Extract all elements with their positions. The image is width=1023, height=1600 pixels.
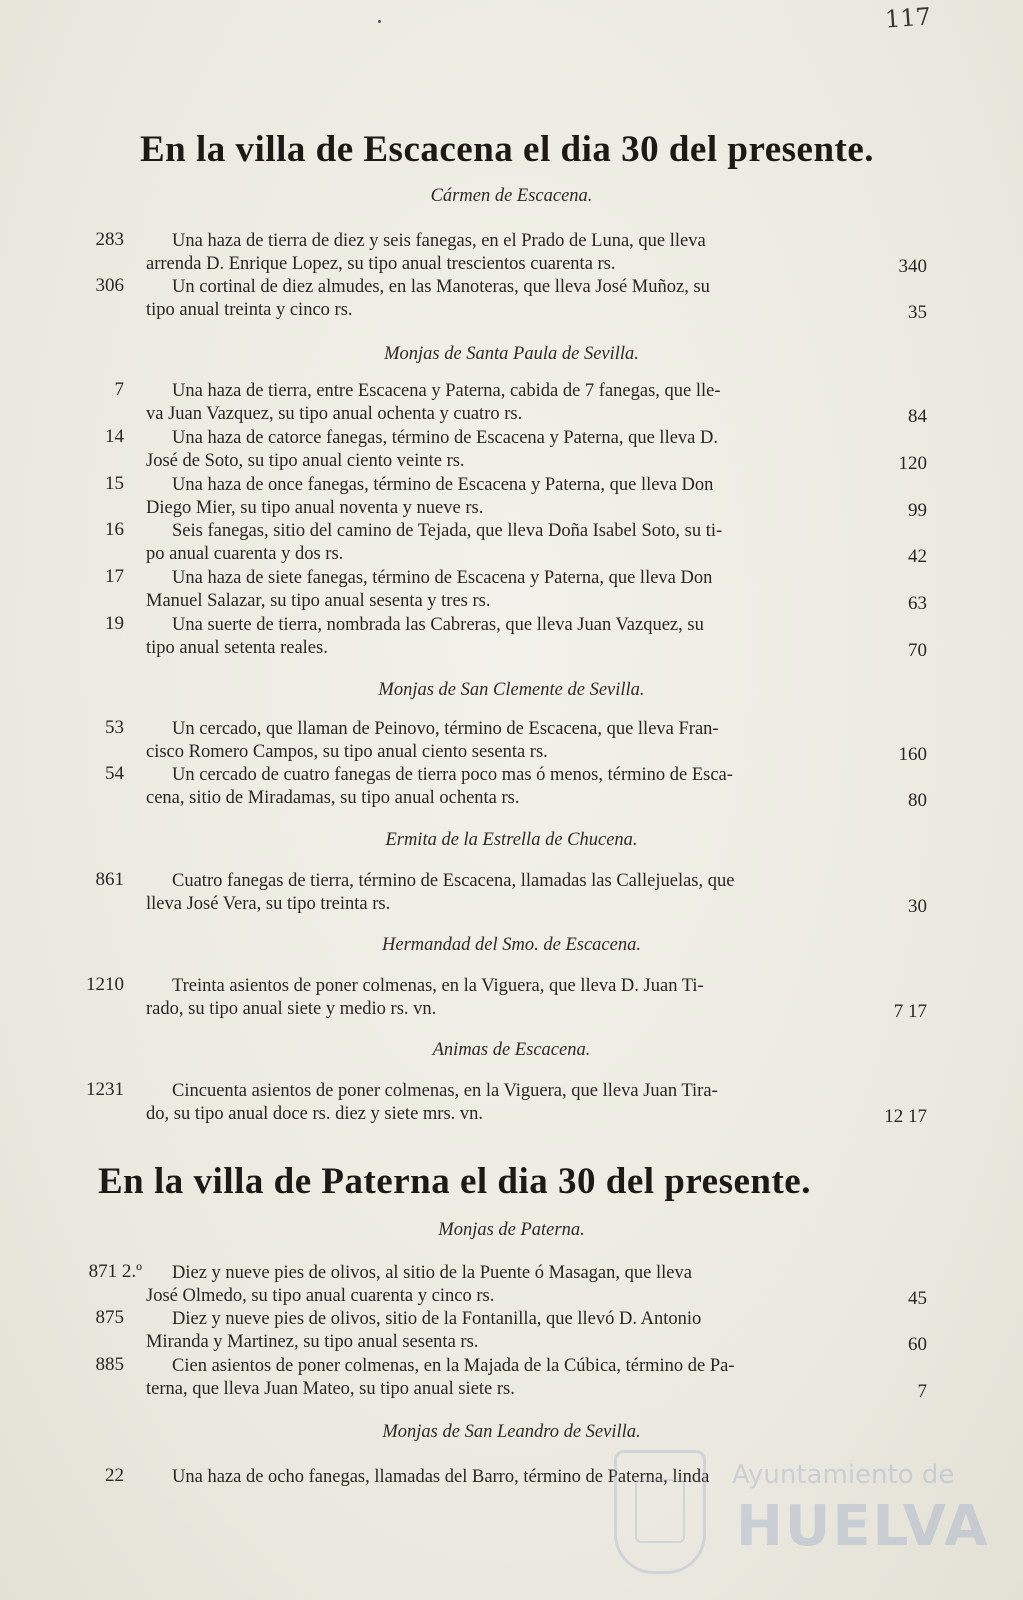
entry-number: 19 <box>105 613 124 634</box>
section-title: Animas de Escacena. <box>432 1040 591 1060</box>
list-item <box>0 230 1023 276</box>
entry-text-line1: Diez y nueve pies de olivos, al sitio de la Puente ó Masagan, que lleva <box>172 1263 692 1283</box>
entry-number: 14 <box>105 426 124 447</box>
entry-amount: 340 <box>898 256 927 277</box>
entry-number: 283 <box>95 229 124 250</box>
entry-text-line2: José Olmedo, su tipo anual cuarenta y cinco rs. <box>146 1286 495 1306</box>
list-item <box>0 718 1023 764</box>
entry-text-line1: Diez y nueve pies de olivos, sitio de la Fontanilla, que llevó D. Antonio <box>172 1309 702 1329</box>
list-item <box>0 380 1023 426</box>
list-item <box>0 567 1023 613</box>
entry-text-line1: Una suerte de tierra, nombrada las Cabreras, que lleva Juan Vazquez, su <box>172 615 704 635</box>
entry-text-line1: Una haza de ocho fanegas, llamadas del Barro, término de Paterna, linda <box>172 1467 710 1487</box>
entry-text-line1: Cincuenta asientos de poner colmenas, en la Viguera, que lleva Juan Tira- <box>172 1081 718 1101</box>
watermark-line1: Ayuntamiento de <box>732 1460 955 1490</box>
entry-number: 15 <box>105 473 124 494</box>
entry-amount: 35 <box>908 302 927 323</box>
entry-text-line2: Diego Mier, su tipo anual noventa y nueve rs. <box>146 498 484 518</box>
list-item <box>0 764 1023 810</box>
entry-text-line2: rado, su tipo anual siete y medio rs. vn. <box>146 999 437 1019</box>
entry-number: 7 <box>114 379 124 400</box>
entry-text-line1: Un cercado de cuatro fanegas de tierra poco mas ó menos, término de Esca- <box>172 765 733 785</box>
entry-text-line1: Cuatro fanegas de tierra, término de Escacena, llamadas las Callejuelas, que <box>172 871 735 891</box>
list-item <box>0 870 1023 916</box>
entry-amount: 63 <box>908 593 927 614</box>
watermark-line2: HUELVA <box>736 1494 990 1559</box>
entry-amount: 7 <box>917 1381 927 1402</box>
entry-number: 16 <box>105 519 124 540</box>
list-item <box>0 1080 1023 1126</box>
entry-text-line2: Manuel Salazar, su tipo anual sesenta y tres rs. <box>146 591 491 611</box>
entry-amount: 80 <box>908 790 927 811</box>
list-item <box>0 975 1023 1021</box>
entry-number: 53 <box>105 717 124 738</box>
entry-text-line1: Una haza de tierra, entre Escacena y Paterna, cabida de 7 fanegas, que lle- <box>172 381 721 401</box>
entry-text-line1: Seis fanegas, sitio del camino de Tejada, que lleva Doña Isabel Soto, su ti- <box>172 521 723 541</box>
list-item <box>0 1262 1023 1308</box>
entry-text-line1: Una haza de catorce fanegas, término de Escacena y Paterna, que lleva D. <box>172 428 718 448</box>
entry-amount: 7 17 <box>893 1001 927 1022</box>
list-item <box>0 1355 1023 1401</box>
entry-number: 861 <box>95 869 124 890</box>
entry-amount: 120 <box>898 453 927 474</box>
entry-amount: 160 <box>898 744 927 765</box>
entry-text-line2: arrenda D. Enrique Lopez, su tipo anual trescientos cuarenta rs. <box>146 254 616 274</box>
entry-number: 875 <box>95 1307 124 1328</box>
entry-text-line1: Una haza de siete fanegas, término de Escacena y Paterna, que lleva Don <box>172 568 713 588</box>
entry-text-line2: cena, sitio de Miradamas, su tipo anual ochenta rs. <box>146 788 520 808</box>
entry-number: 1231 <box>86 1079 124 1100</box>
entry-number: 885 <box>95 1354 124 1375</box>
entry-amount: 12 17 <box>884 1106 927 1127</box>
section-title: Monjas de San Clemente de Sevilla. <box>378 680 645 700</box>
entry-number: 17 <box>105 566 124 587</box>
entry-text-line1: Cien asientos de poner colmenas, en la Majada de la Cúbica, término de Pa- <box>172 1356 735 1376</box>
heading-paterna: En la villa de Paterna el dia 30 del presente. <box>98 1161 811 1202</box>
list-item <box>0 474 1023 520</box>
list-item <box>0 276 1023 322</box>
entry-text-line2: terna, que lleva Juan Mateo, su tipo anual siete rs. <box>146 1379 515 1399</box>
list-item <box>0 520 1023 566</box>
entry-text-line1: Una haza de tierra de diez y seis fanegas, en el Prado de Luna, que lleva <box>172 231 706 251</box>
ink-dot <box>378 20 381 23</box>
entry-number: 54 <box>105 763 124 784</box>
section-title: Cármen de Escacena. <box>430 186 593 206</box>
entry-amount: 45 <box>908 1288 927 1309</box>
heading-escacena: En la villa de Escacena el dia 30 del presente. <box>140 129 875 170</box>
entry-number: 1210 <box>86 974 124 995</box>
entry-text-line2: po anual cuarenta y dos rs. <box>146 544 344 564</box>
section-title: Monjas de San Leandro de Sevilla. <box>382 1422 641 1442</box>
entry-text-line1: Un cercado, que llaman de Peinovo, término de Escacena, que lleva Fran- <box>172 719 719 739</box>
list-item <box>0 1308 1023 1354</box>
section-title: Monjas de Paterna. <box>438 1220 585 1240</box>
entry-text-line2: Miranda y Martinez, su tipo anual sesenta rs. <box>146 1332 479 1352</box>
entry-amount: 70 <box>908 640 927 661</box>
entry-text-line2: cisco Romero Campos, su tipo anual ciento sesenta rs. <box>146 742 548 762</box>
entry-number: 871 2.º <box>88 1261 142 1282</box>
entry-amount: 99 <box>908 500 927 521</box>
folio-number: 117 <box>884 2 932 34</box>
section-title: Hermandad del Smo. de Escacena. <box>382 935 641 955</box>
list-item <box>0 427 1023 473</box>
entry-text-line2: José de Soto, su tipo anual ciento veinte rs. <box>146 451 465 471</box>
entry-text-line1: Un cortinal de diez almudes, en las Manoteras, que lleva José Muñoz, su <box>172 277 710 297</box>
entry-text-line2: lleva José Vera, su tipo treinta rs. <box>146 894 391 914</box>
entry-text-line2: do, su tipo anual doce rs. diez y siete mrs. vn. <box>146 1104 484 1124</box>
entry-text-line2: va Juan Vazquez, su tipo anual ochenta y cuatro rs. <box>146 404 523 424</box>
entry-text-line1: Una haza de once fanegas, término de Escacena y Paterna, que lleva Don <box>172 475 714 495</box>
section-title: Monjas de Santa Paula de Sevilla. <box>384 344 639 364</box>
entry-amount: 42 <box>908 546 927 567</box>
entry-amount: 60 <box>908 1334 927 1355</box>
list-item <box>0 614 1023 660</box>
entry-number: 306 <box>95 275 124 296</box>
entry-text-line2: tipo anual setenta reales. <box>146 638 328 658</box>
entry-number: 22 <box>105 1465 124 1486</box>
section-title: Ermita de la Estrella de Chucena. <box>385 830 638 850</box>
entry-amount: 30 <box>908 896 927 917</box>
watermark <box>604 1442 990 1582</box>
entry-text-line2: tipo anual treinta y cinco rs. <box>146 300 353 320</box>
entry-text-line1: Treinta asientos de poner colmenas, en la Viguera, que lleva D. Juan Ti- <box>172 976 704 996</box>
coat-of-arms-icon <box>614 1450 706 1574</box>
entry-amount: 84 <box>908 406 927 427</box>
